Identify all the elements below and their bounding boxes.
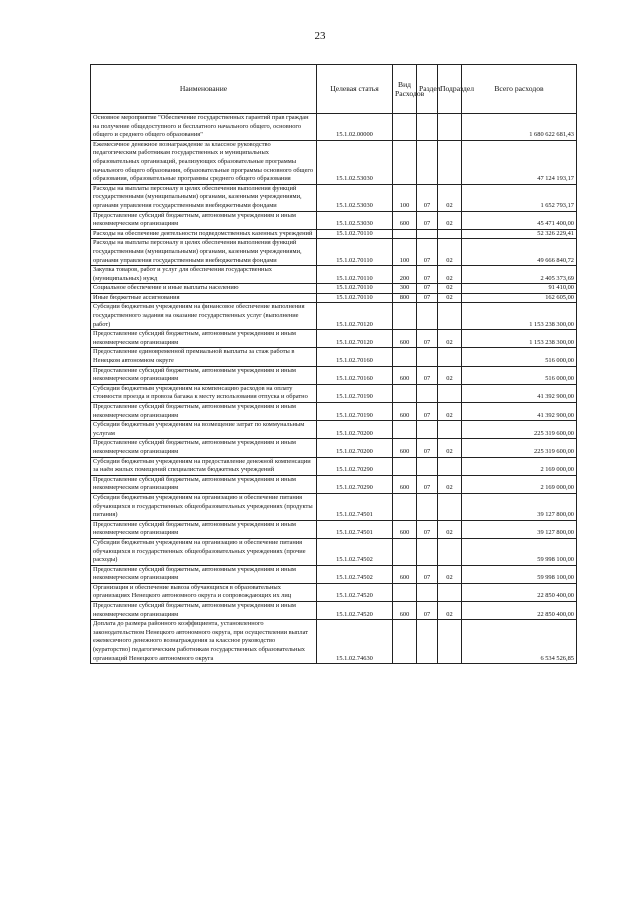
- row-expense-type: [393, 114, 417, 141]
- row-subsection: 02: [438, 565, 462, 583]
- row-expense-type: 200: [393, 266, 417, 284]
- row-section: [417, 493, 438, 520]
- row-total: 162 605,00: [462, 293, 577, 303]
- row-expense-type: [393, 583, 417, 601]
- row-name: Субсидии бюджетным учреждениям на возмещение затрат по коммунальным услугам: [91, 421, 317, 439]
- table-row: [91, 229, 577, 239]
- row-name: Расходы на обеспечение деятельности подведомственных казенных учреждений: [91, 229, 317, 239]
- row-name: Организация и обеспечение вывоза обучающихся в образовательных организациях Ненецкого автономного округа и сопровождающих их лиц: [91, 583, 317, 601]
- row-section: 07: [417, 520, 438, 538]
- row-target-code: 15.1.02.74502: [317, 538, 393, 565]
- row-target-code: 15.1.02.74630: [317, 620, 393, 664]
- row-subsection: 02: [438, 266, 462, 284]
- header-subsection: Подраздел: [438, 65, 462, 114]
- row-target-code: 15.1.02.53030: [317, 184, 393, 211]
- row-name: Предоставление субсидий бюджетным, автономным учреждениям и иным некоммерческим организациям: [91, 565, 317, 583]
- row-expense-type: [393, 457, 417, 475]
- table-row: [91, 266, 577, 284]
- budget-table: [90, 64, 577, 664]
- row-subsection: 02: [438, 475, 462, 493]
- row-target-code: 15.1.02.70120: [317, 303, 393, 330]
- row-name: Предоставление субсидий бюджетным, автономным учреждениям и иным некоммерческим организациям: [91, 475, 317, 493]
- row-total: 225 319 600,00: [462, 421, 577, 439]
- row-total: 516 000,00: [462, 348, 577, 366]
- row-total: 1 153 238 300,00: [462, 303, 577, 330]
- row-target-code: 15.1.02.53030: [317, 211, 393, 229]
- row-target-code: 15.1.02.70160: [317, 348, 393, 366]
- row-expense-type: 100: [393, 239, 417, 266]
- row-target-code: 15.1.02.00000: [317, 114, 393, 141]
- row-section: [417, 384, 438, 402]
- table-row: [91, 475, 577, 493]
- table-row: [91, 303, 577, 330]
- row-expense-type: 100: [393, 184, 417, 211]
- row-name: Иные бюджетные ассигнования: [91, 293, 317, 303]
- row-subsection: [438, 229, 462, 239]
- row-subsection: 02: [438, 284, 462, 294]
- row-name: Предоставление субсидий бюджетным, автономным учреждениям и иным некоммерческим организациям: [91, 602, 317, 620]
- row-target-code: 15.1.02.70200: [317, 439, 393, 457]
- row-target-code: 15.1.02.70110: [317, 266, 393, 284]
- row-expense-type: [393, 620, 417, 664]
- row-total: 2 169 000,00: [462, 457, 577, 475]
- table-row: [91, 211, 577, 229]
- row-total: 6 534 526,85: [462, 620, 577, 664]
- page-number: 23: [314, 30, 326, 42]
- table-row: [91, 421, 577, 439]
- row-target-code: 15.1.02.70120: [317, 330, 393, 348]
- row-section: 07: [417, 239, 438, 266]
- table-row: [91, 602, 577, 620]
- row-subsection: 02: [438, 403, 462, 421]
- table-row: [91, 583, 577, 601]
- row-name: Предоставление субсидий бюджетным, автономным учреждениям и иным некоммерческим организациям: [91, 366, 317, 384]
- row-expense-type: 600: [393, 439, 417, 457]
- row-section: 07: [417, 266, 438, 284]
- row-total: 49 666 840,72: [462, 239, 577, 266]
- row-target-code: 15.1.02.74520: [317, 602, 393, 620]
- row-total: 39 127 800,00: [462, 493, 577, 520]
- header-total: Всего расходов: [462, 65, 577, 114]
- row-expense-type: 600: [393, 330, 417, 348]
- row-subsection: [438, 620, 462, 664]
- table-row: [91, 493, 577, 520]
- table-row: [91, 348, 577, 366]
- row-target-code: 15.1.02.70110: [317, 284, 393, 294]
- header-target: Целевая статья: [317, 65, 393, 114]
- row-name: Ежемесячное денежное вознаграждение за классное руководство педагогическим работникам государственных и муниципальных образовательных организаций, реализующих образовательные программы начального общего образования, образовательные программы основного общего образования, образовательные программы среднего общего образования: [91, 140, 317, 184]
- table-row: [91, 620, 577, 664]
- table-row: [91, 384, 577, 402]
- row-total: 22 850 400,00: [462, 602, 577, 620]
- row-expense-type: 300: [393, 284, 417, 294]
- table-row: [91, 538, 577, 565]
- table-row: [91, 140, 577, 184]
- row-subsection: 02: [438, 330, 462, 348]
- table-row: [91, 403, 577, 421]
- row-total: 1 652 793,17: [462, 184, 577, 211]
- row-expense-type: [393, 303, 417, 330]
- row-subsection: 02: [438, 293, 462, 303]
- row-expense-type: 600: [393, 211, 417, 229]
- table-row: [91, 284, 577, 294]
- row-subsection: 02: [438, 211, 462, 229]
- row-expense-type: [393, 140, 417, 184]
- row-subsection: 02: [438, 239, 462, 266]
- table-row: [91, 457, 577, 475]
- row-expense-type: [393, 384, 417, 402]
- row-expense-type: 600: [393, 403, 417, 421]
- row-total: 59 998 100,00: [462, 565, 577, 583]
- row-section: [417, 421, 438, 439]
- row-expense-type: 600: [393, 366, 417, 384]
- row-expense-type: [393, 493, 417, 520]
- row-subsection: 02: [438, 184, 462, 211]
- table-row: [91, 439, 577, 457]
- row-subsection: [438, 114, 462, 141]
- row-expense-type: [393, 421, 417, 439]
- row-section: 07: [417, 330, 438, 348]
- row-subsection: 02: [438, 602, 462, 620]
- row-total: 225 319 600,00: [462, 439, 577, 457]
- row-section: [417, 538, 438, 565]
- row-total: 45 471 400,00: [462, 211, 577, 229]
- header-name: Наименование: [91, 65, 317, 114]
- table-row: [91, 520, 577, 538]
- row-subsection: 02: [438, 439, 462, 457]
- row-total: 1 153 238 300,00: [462, 330, 577, 348]
- row-total: 22 850 400,00: [462, 583, 577, 601]
- row-section: 07: [417, 284, 438, 294]
- row-name: Основное мероприятие "Обеспечение государственных гарантий прав граждан на получение общедоступного и бесплатного начального общего, основного общего и среднего общего образования": [91, 114, 317, 141]
- table-row: [91, 330, 577, 348]
- row-target-code: 15.1.02.74501: [317, 493, 393, 520]
- row-target-code: 15.1.02.74501: [317, 520, 393, 538]
- row-target-code: 15.1.02.70110: [317, 293, 393, 303]
- row-subsection: [438, 140, 462, 184]
- table-row: [91, 239, 577, 266]
- row-name: Субсидии бюджетным учреждениям на организацию и обеспечение питания обучающихся в государственных общеобразовательных учреждениях (продукты питания): [91, 493, 317, 520]
- row-section: 07: [417, 184, 438, 211]
- row-target-code: 15.1.02.53030: [317, 140, 393, 184]
- row-subsection: [438, 457, 462, 475]
- row-total: 91 410,00: [462, 284, 577, 294]
- row-name: Предоставление единовременной премиальной выплаты за стаж работы в Ненецком автономном округе: [91, 348, 317, 366]
- row-name: Субсидии бюджетным учреждениям на финансовое обеспечение выполнения государственного задания на оказание государственных услуг (выполнение работ): [91, 303, 317, 330]
- row-section: [417, 583, 438, 601]
- row-section: 07: [417, 211, 438, 229]
- row-subsection: [438, 538, 462, 565]
- row-expense-type: 600: [393, 475, 417, 493]
- row-subsection: [438, 303, 462, 330]
- row-section: [417, 457, 438, 475]
- row-total: 59 998 100,00: [462, 538, 577, 565]
- row-target-code: 15.1.02.70200: [317, 421, 393, 439]
- row-name: Предоставление субсидий бюджетным, автономным учреждениям и иным некоммерческим организациям: [91, 330, 317, 348]
- row-name: Предоставление субсидий бюджетным, автономным учреждениям и иным некоммерческим организациям: [91, 439, 317, 457]
- row-name: Предоставление субсидий бюджетным, автономным учреждениям и иным некоммерческим организациям: [91, 403, 317, 421]
- row-section: 07: [417, 602, 438, 620]
- row-section: 07: [417, 293, 438, 303]
- row-expense-type: 800: [393, 293, 417, 303]
- table-body: [91, 114, 577, 664]
- row-section: 07: [417, 565, 438, 583]
- row-subsection: [438, 348, 462, 366]
- row-target-code: 15.1.02.70190: [317, 403, 393, 421]
- row-total: 516 000,00: [462, 366, 577, 384]
- row-name: Закупка товаров, работ и услуг для обеспечения государственных (муниципальных) нужд: [91, 266, 317, 284]
- row-section: [417, 620, 438, 664]
- table-header: [91, 65, 577, 114]
- row-total: 47 124 193,17: [462, 140, 577, 184]
- row-total: 41 392 900,00: [462, 384, 577, 402]
- row-subsection: [438, 493, 462, 520]
- row-target-code: 15.1.02.70110: [317, 239, 393, 266]
- row-target-code: 15.1.02.70290: [317, 457, 393, 475]
- row-name: Расходы на выплаты персоналу в целях обеспечения выполнения функций государственными (муниципальными) органами, казенными учреждениями, органами управления государственными внебюджетными фондами: [91, 184, 317, 211]
- row-name: Субсидии бюджетным учреждениям на предоставление денежной компенсации за наём жилых помещений специалистам бюджетных учреждений: [91, 457, 317, 475]
- row-expense-type: 600: [393, 565, 417, 583]
- row-total: 2 405 373,69: [462, 266, 577, 284]
- row-expense-type: [393, 538, 417, 565]
- row-name: Субсидии бюджетным учреждениям на компенсацию расходов на оплату стоимости проезда и провоза багажа к месту использования отпуска и обратно: [91, 384, 317, 402]
- row-total: 1 680 622 681,43: [462, 114, 577, 141]
- table-row: [91, 184, 577, 211]
- row-expense-type: [393, 348, 417, 366]
- row-expense-type: [393, 229, 417, 239]
- header-type: Вид Расходов: [393, 65, 417, 114]
- row-section: 07: [417, 366, 438, 384]
- table-row: [91, 114, 577, 141]
- row-target-code: 15.1.02.70110: [317, 229, 393, 239]
- row-section: [417, 229, 438, 239]
- row-section: [417, 114, 438, 141]
- row-target-code: 15.1.02.74502: [317, 565, 393, 583]
- row-total: 39 127 800,00: [462, 520, 577, 538]
- row-subsection: [438, 421, 462, 439]
- row-subsection: 02: [438, 520, 462, 538]
- header-row: [91, 65, 577, 114]
- header-section: Раздел: [417, 65, 438, 114]
- row-target-code: 15.1.02.70190: [317, 384, 393, 402]
- row-expense-type: 600: [393, 520, 417, 538]
- row-section: [417, 348, 438, 366]
- row-section: 07: [417, 403, 438, 421]
- row-section: 07: [417, 439, 438, 457]
- row-total: 41 392 900,00: [462, 403, 577, 421]
- row-name: Предоставление субсидий бюджетным, автономным учреждениям и иным некоммерческим организациям: [91, 520, 317, 538]
- row-target-code: 15.1.02.70290: [317, 475, 393, 493]
- row-target-code: 15.1.02.74520: [317, 583, 393, 601]
- row-name: Расходы на выплаты персоналу в целях обеспечения выполнения функций государственными (муниципальными) органами, казенными учреждениями, органами управления государственными внебюджетными фондами: [91, 239, 317, 266]
- row-name: Социальное обеспечение и иные выплаты населению: [91, 284, 317, 294]
- row-section: [417, 303, 438, 330]
- row-section: 07: [417, 475, 438, 493]
- row-expense-type: 600: [393, 602, 417, 620]
- table-row: [91, 366, 577, 384]
- row-subsection: [438, 583, 462, 601]
- row-total: 52 326 229,41: [462, 229, 577, 239]
- row-total: 2 169 000,00: [462, 475, 577, 493]
- row-subsection: [438, 384, 462, 402]
- row-name: Предоставление субсидий бюджетным, автономным учреждениям и иным некоммерческим организациям: [91, 211, 317, 229]
- row-name: Доплата до размера районного коэффициента, установленного законодательством Ненецкого автономного округа, при осуществлении выплат ежемесячного денежного вознаграждения за классное руководство (кураторство) педагогическим работникам государственных образовательных организаций Ненецкого автономного округа: [91, 620, 317, 664]
- row-subsection: 02: [438, 366, 462, 384]
- row-target-code: 15.1.02.70160: [317, 366, 393, 384]
- row-name: Субсидии бюджетным учреждениям на организацию и обеспечение питания обучающихся в государственных общеобразовательных учреждениях (прочие расходы): [91, 538, 317, 565]
- table-row: [91, 293, 577, 303]
- table-row: [91, 565, 577, 583]
- row-section: [417, 140, 438, 184]
